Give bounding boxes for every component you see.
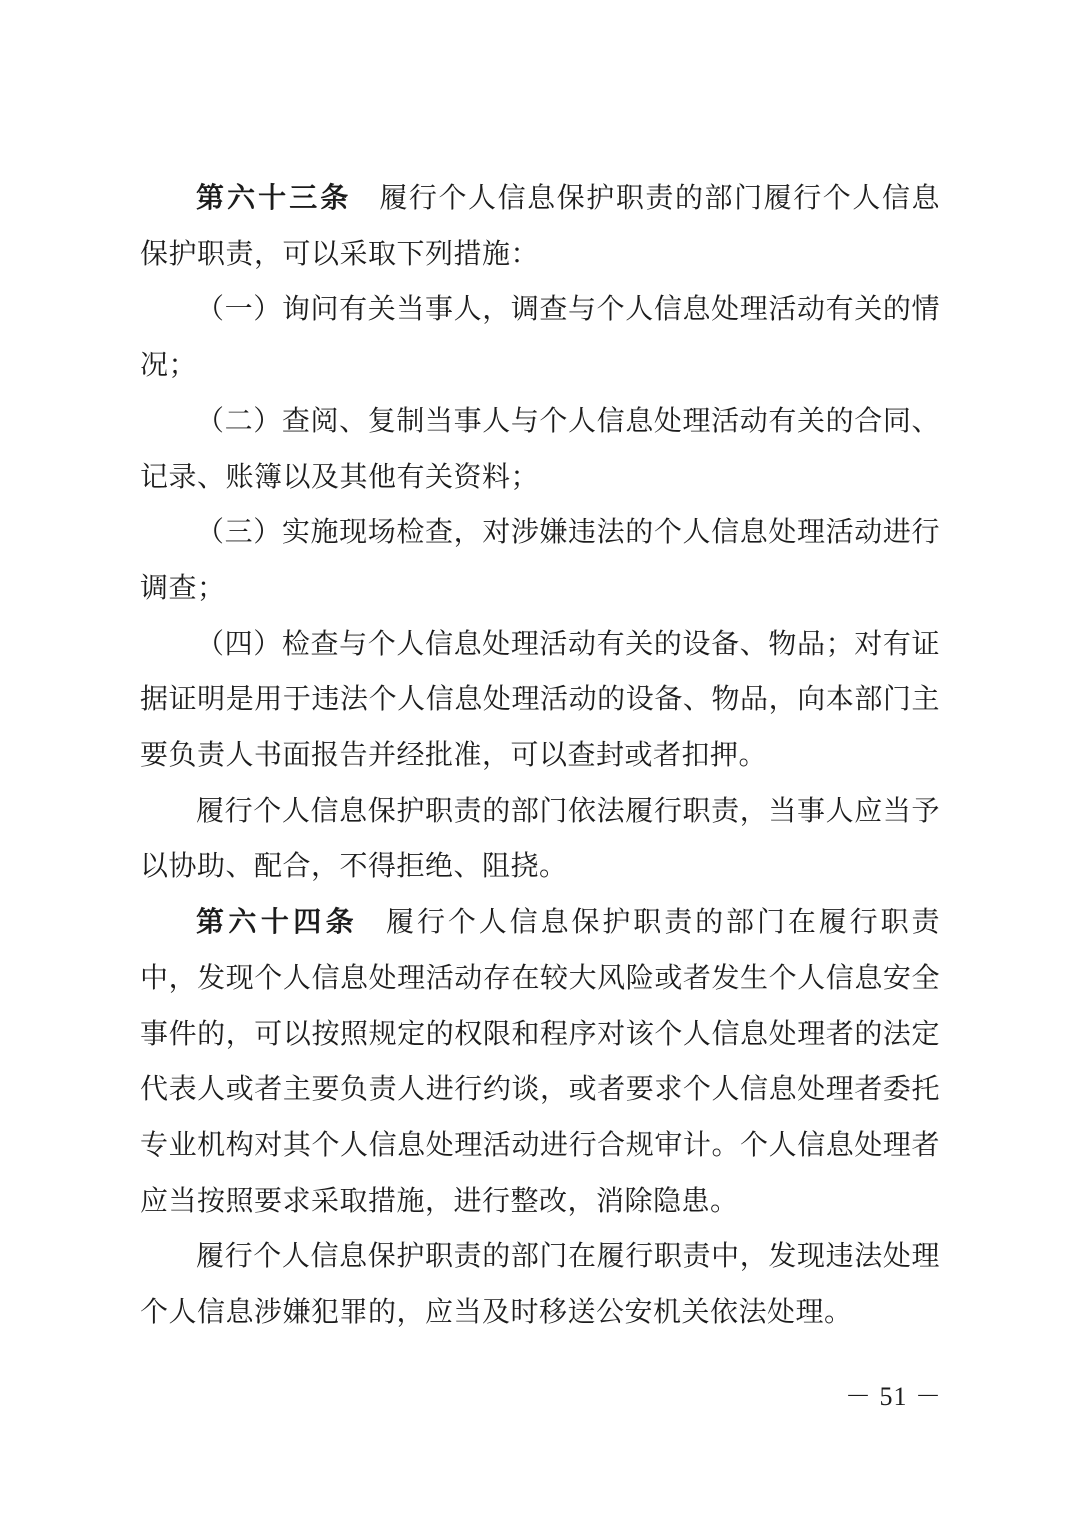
article-63-intro-text: 履行个人信息保护职责的部门履行个人信息保护职责，可以采取下列措施：: [140, 181, 940, 270]
article-64-referral: 履行个人信息保护职责的部门在履行职责中，发现违法处理个人信息涉嫌犯罪的，应当及时移送公安机关依法处理。: [140, 1239, 940, 1329]
article-63-item-2: （二）查阅、复制当事人与个人信息处理活动有关的合同、记录、账簿以及其他有关资料；: [140, 403, 940, 493]
article-63-cooperation: 履行个人信息保护职责的部门依法履行职责，当事人应当予以协助、配合，不得拒绝、阻挠。: [140, 793, 940, 883]
article-64-body-text: 履行个人信息保护职责的部门在履行职责中，发现个人信息处理活动存在较大风险或者发生个人信息安全事件的，可以按照规定的权限和程序对该个人信息处理者的法定代表人或者主要负责人进行约谈，或者要求个人信息处理者委托专业机构对其个人信息处理活动进行合规审计。个人信息处理者应当按照要求采取措施，进行整改，消除隐患。: [140, 905, 940, 1217]
article-63-intro: [140, 170, 940, 281]
article-64-number: 第六十四条: [196, 905, 359, 939]
article-63-item-3: （三）实施现场检查，对涉嫌违法的个人信息处理活动进行调查；: [140, 515, 940, 604]
article-63-item-1: （一）询问有关当事人，调查与个人信息处理活动有关的情况；: [140, 292, 940, 382]
article-64-body: [140, 894, 940, 1228]
article-63-number: 第六十三条: [196, 181, 352, 214]
document-body: [140, 170, 940, 1340]
page-number: － 51 －: [844, 1382, 942, 1411]
article-63-item-4: （四）检查与个人信息处理活动有关的设备、物品；对有证据证明是用于违法个人信息处理活动的设备、物品，向本部门主要负责人书面报告并经批准，可以查封或者扣押。: [140, 626, 940, 772]
